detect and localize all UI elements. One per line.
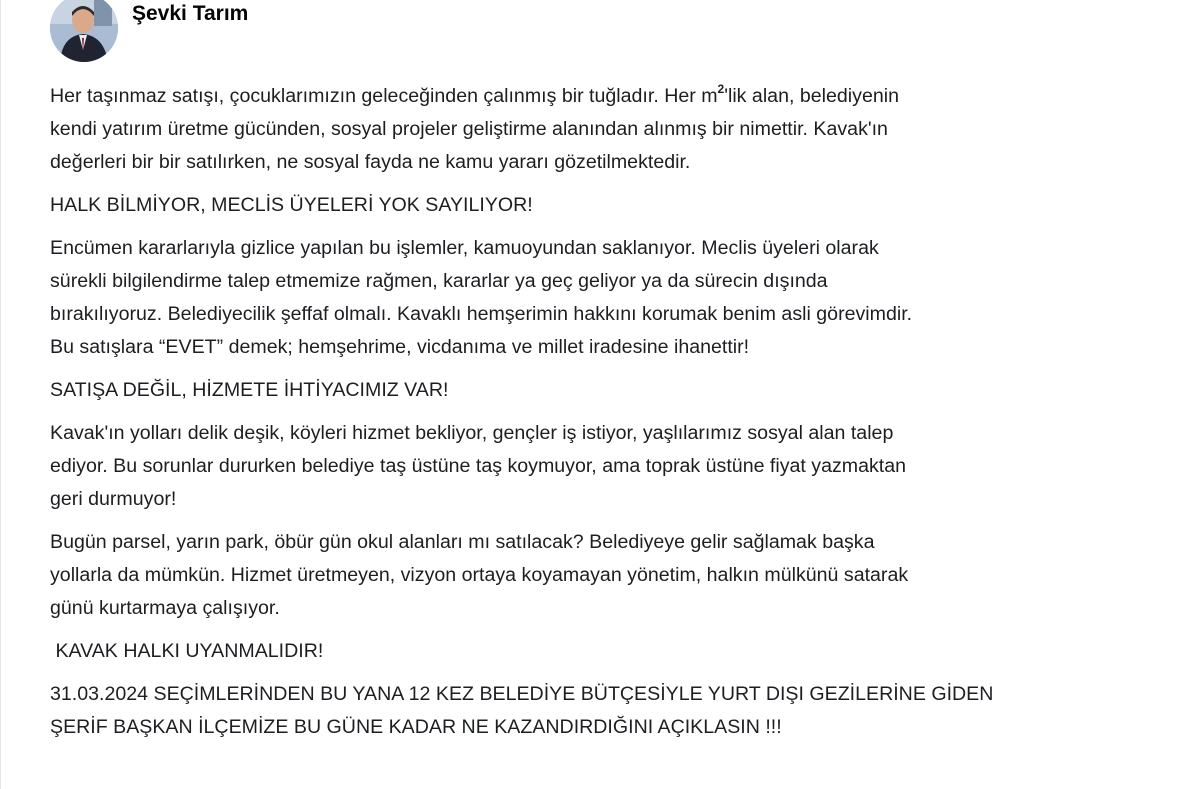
paragraph-heading-satisa bbox=[50, 374, 1150, 407]
paragraph-intro bbox=[50, 80, 1150, 179]
text-segment: Her taşınmaz satışı, çocuklarımızın geleceğinden çalınmış bir tuğladır. Her m bbox=[50, 85, 718, 107]
paragraph-encumen bbox=[50, 232, 1150, 364]
paragraph-heading-kavak-halki bbox=[50, 635, 1150, 668]
post-content bbox=[50, 80, 1150, 754]
text-line: kendi yatırım üretme gücünden, sosyal projeler geliştirme alanından alınmış bir nimettir. Kavak'ın bbox=[50, 118, 888, 140]
post-border bbox=[0, 0, 1, 789]
text-line: yollarla da mümkün. Hizmet üretmeyen, vizyon ortaya koyamayan yönetim, halkın mülkünü satarak bbox=[50, 564, 909, 586]
paragraph-bugun-parsel bbox=[50, 526, 1150, 625]
text-line: Encümen kararlarıyla gizlice yapılan bu işlemler, kamuoyundan saklanıyor. Meclis üyeleri olarak bbox=[50, 237, 879, 259]
text-line: Bugün parsel, yarın park, öbür gün okul alanları mı satılacak? Belediyeye gelir sağlamak başka bbox=[50, 531, 875, 553]
text-segment: 'lik alan, belediyenin bbox=[724, 85, 899, 107]
text-line: bırakılıyoruz. Belediyecilik şeffaf olmalı. Kavaklı hemşerimin hakkını korumak benim asli görevimdir. bbox=[50, 303, 913, 325]
text-line: sürekli bilgilendirme talep etmemize rağmen, kararlar ya geç geliyor ya da sürecin dışında bbox=[50, 270, 828, 292]
text-line: Kavak'ın yolları delik deşik, köyleri hizmet bekliyor, gençler iş istiyor, yaşlılarımız sosyal alan talep bbox=[50, 422, 894, 444]
text-line: geri durmuyor! bbox=[50, 488, 177, 510]
text-line: günü kurtarmaya çalışıyor. bbox=[50, 597, 280, 619]
text-line: KAVAK HALKI UYANMALIDIR! bbox=[50, 640, 324, 662]
avatar-photo-icon bbox=[50, 0, 118, 62]
text-line: SATIŞA DEĞİL, HİZMETE İHTİYACIMIZ VAR! bbox=[50, 379, 449, 401]
text-line: ediyor. Bu sorunlar dururken belediye taş üstüne taş koymuyor, ama toprak üstüne fiyat yazmaktan bbox=[50, 455, 907, 477]
cut-off-text-line bbox=[50, 779, 1140, 789]
paragraph-heading-halk bbox=[50, 189, 1150, 222]
author-avatar[interactable] bbox=[50, 0, 118, 62]
text-line: Bu satışlara “EVET” demek; hemşehrime, vicdanıma ve millet iradesine ihanettir! bbox=[50, 336, 750, 358]
superscript-exponent: 2 bbox=[717, 82, 725, 96]
paragraph-secimler bbox=[50, 678, 1150, 744]
text-line: HALK BİLMİYOR, MECLİS ÜYELERİ YOK SAYILIYOR! bbox=[50, 194, 533, 216]
text-line: ŞERİF BAŞKAN İLÇEMİZE BU GÜNE KADAR NE KAZANDIRDIĞINI AÇIKLASIN !!! bbox=[50, 716, 782, 738]
text-line: değerleri bir bir satılırken, ne sosyal fayda ne kamu yararı gözetilmektedir. bbox=[50, 151, 691, 173]
text-line: 31.03.2024 SEÇİMLERİNDEN BU YANA 12 KEZ BELEDİYE BÜTÇESİYLE YURT DIŞI GEZİLERİNE GİDEN bbox=[50, 683, 994, 705]
text-line bbox=[50, 80, 1150, 113]
author-name[interactable]: Şevki Tarım bbox=[132, 2, 249, 25]
paragraph-kavak-yollari bbox=[50, 417, 1150, 516]
